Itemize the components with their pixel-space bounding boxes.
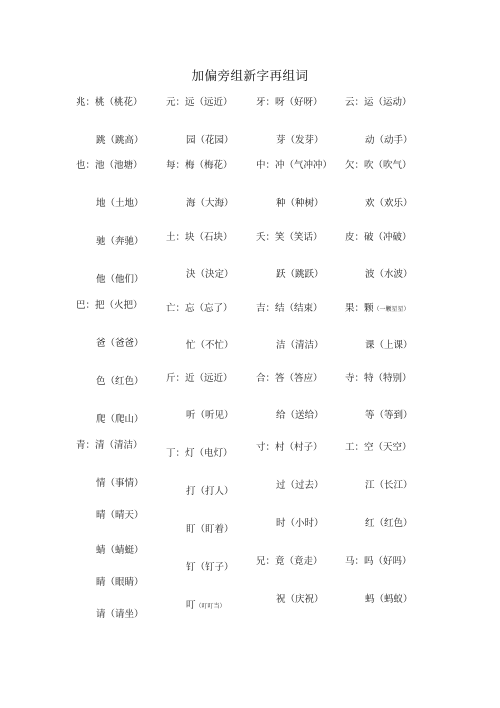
word-entry: 中：冲（气冲冲）	[256, 160, 333, 171]
word-entry: 打（打人）	[186, 486, 234, 497]
word-entry: 牙：呀（好呀）	[256, 97, 323, 108]
word-entry: 吉：结（结束）	[256, 303, 323, 314]
word-entry: 巴：把（火把）	[76, 300, 143, 311]
word-entry: 土：块（石块）	[166, 232, 233, 243]
word-entry: 兄：竟（竟走）	[256, 556, 323, 567]
word-entry: 果：颗（一颗星星）	[345, 303, 410, 314]
word-entry: 蜻（蜻蜓）	[96, 545, 144, 556]
word-entry: 每：梅（梅花）	[166, 160, 233, 171]
word-entry: 情（事情）	[96, 478, 144, 489]
word-entry: 钉（钉子）	[186, 562, 234, 573]
word-entry: 课（上课）	[365, 340, 413, 351]
word-entry: 马：吗（好吗）	[345, 556, 412, 567]
word-entry: 忙（不忙）	[186, 340, 234, 351]
word-entry: 也：池（池塘）	[76, 160, 143, 171]
word-entry: 合：答（答应）	[256, 373, 323, 384]
word-entry: 爬（爬山）	[96, 414, 144, 425]
word-entry: 決（決定）	[186, 269, 234, 280]
word-entry: 亡：忘（忘了）	[166, 303, 233, 314]
word-entry: 夭：笑（笑话）	[256, 232, 323, 243]
word-entry: 寸：村（村子）	[256, 442, 323, 453]
word-entry: 波（水波）	[365, 269, 413, 280]
word-entry: 给（送给）	[276, 410, 324, 421]
word-entry: 丁：灯（电灯）	[166, 448, 233, 459]
word-entry: 驰（奔驰）	[96, 236, 144, 247]
word-entry: 皮：破（冲破）	[345, 232, 412, 243]
word-entry: 青：清（清洁）	[76, 440, 143, 451]
word-entry: 他（他们）	[96, 274, 144, 285]
word-entry: 云：运（运动）	[345, 97, 412, 108]
word-entry: 盯（盯着）	[186, 524, 234, 535]
word-entry: 蚂（蚂蚁）	[365, 594, 413, 605]
page-title: 加偏旁组新字再组词	[191, 68, 309, 83]
word-entry: 祝（庆祝）	[276, 594, 324, 605]
word-entry: 海（大海）	[186, 198, 234, 209]
word-entry: 寺：特（特别）	[345, 373, 412, 384]
word-entry: 江（长江）	[365, 480, 413, 491]
word-entry: 芽（发芽）	[276, 135, 324, 146]
word-entry: 红（红色）	[365, 518, 413, 529]
word-entry: 听（听见）	[186, 410, 234, 421]
word-entry: 跳（跳高）	[96, 135, 144, 146]
word-entry: 洁（清洁）	[276, 340, 324, 351]
word-entry: 兆：桃（桃花）	[76, 97, 143, 108]
word-entry: 爸（爸爸）	[96, 338, 144, 349]
word-entry: 地（土地）	[96, 198, 144, 209]
word-entry: 欢（欢乐）	[365, 198, 413, 209]
word-entry: 晴（晴天）	[96, 510, 144, 521]
word-entry: 请（请坐）	[96, 609, 144, 620]
word-entry: 睛（眼睛）	[96, 577, 144, 588]
word-entry: 种（种树）	[276, 198, 324, 209]
word-entry: 叮（叮叮当）	[186, 600, 226, 611]
word-entry: 过（过去）	[276, 480, 324, 491]
word-entry: 元：远（远近）	[166, 97, 233, 108]
word-entry: 欠：吹（吹气）	[345, 160, 412, 171]
word-entry: 园（花园）	[186, 135, 234, 146]
word-entry: 斤：近（远近）	[166, 373, 233, 384]
word-entry: 色（红色）	[96, 376, 144, 387]
word-entry: 动（动手）	[365, 135, 413, 146]
word-entry: 跃（跳跃）	[276, 269, 324, 280]
word-entry: 等（等到）	[365, 410, 413, 421]
word-entry: 工：空（天空）	[345, 442, 412, 453]
word-entry: 时（小时）	[276, 518, 324, 529]
